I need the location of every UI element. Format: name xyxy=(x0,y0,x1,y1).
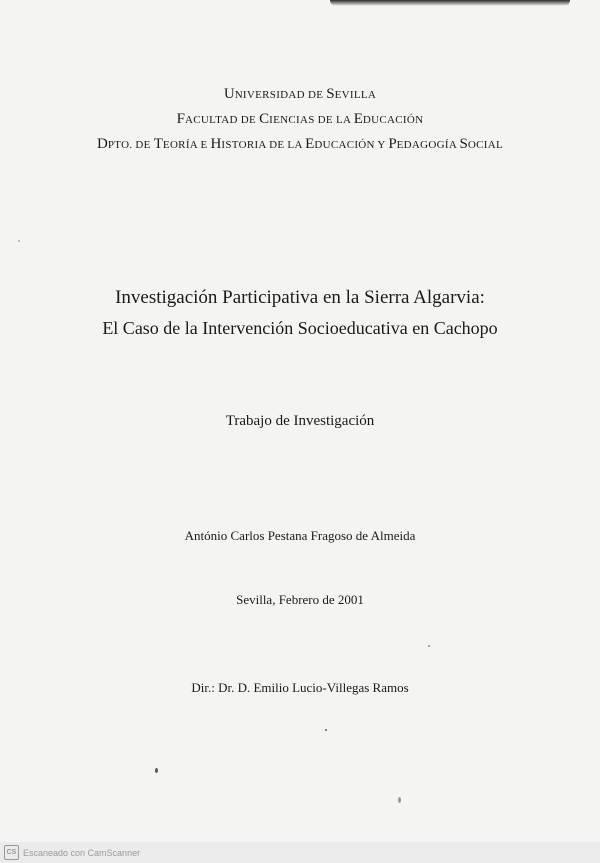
header-text-segment: DUCACIÓN Y xyxy=(314,139,389,151)
header-text-segment: NIVERSIDAD DE xyxy=(234,89,327,101)
header-text-segment: T xyxy=(153,136,163,152)
document-type: Trabajo de Investigación xyxy=(225,413,375,429)
scan-speck xyxy=(155,768,158,773)
header-text-segment: ACULTAD DE xyxy=(185,114,260,126)
thesis-director: Dir.: Dr. D. Emilio Lucio-Villegas Ramos xyxy=(191,680,409,695)
header-text-segment: P xyxy=(388,136,397,152)
camscanner-logo-icon: CS xyxy=(4,845,19,860)
scanner-watermark-text: Escaneado con CamScanner xyxy=(23,847,141,858)
scanner-watermark xyxy=(0,842,600,863)
scan-speck xyxy=(18,240,20,242)
title-line-1: Investigación Participativa en la Sierra Algarvia: xyxy=(115,287,485,308)
header-text-segment: C xyxy=(259,111,270,127)
scan-speck xyxy=(398,797,401,803)
header-text-segment: H xyxy=(210,136,222,152)
header-text-segment: EVILLA xyxy=(334,89,377,101)
header-text-segment: DUCACIÓN xyxy=(362,114,424,126)
header-text-segment: D xyxy=(97,136,108,152)
author-name: António Carlos Pestana Fragoso de Almeida xyxy=(184,528,416,543)
faculty-name xyxy=(0,107,600,132)
header-text-segment: OCIAL xyxy=(467,139,503,151)
university-name xyxy=(0,82,600,107)
document-title xyxy=(0,283,600,343)
place-date: Sevilla, Febrero de 2001 xyxy=(236,592,364,607)
title-line-2: El Caso de la Intervención Socioeducativa en Cachopo xyxy=(102,318,498,338)
header-text-segment: S xyxy=(326,86,335,102)
header-text-segment: IENCIAS DE LA xyxy=(269,114,354,126)
institution-header xyxy=(0,82,600,157)
scan-speck xyxy=(325,729,327,731)
header-text-segment: E xyxy=(305,136,315,152)
scan-speck xyxy=(428,645,430,647)
header-text-segment: U xyxy=(223,86,235,102)
header-text-segment: E xyxy=(353,111,363,127)
header-text-segment: PTO. DE xyxy=(107,139,154,151)
header-text-segment: EORÍA E xyxy=(162,139,211,151)
scan-edge-shadow xyxy=(330,0,570,6)
header-text-segment: EDAGOGÍA xyxy=(396,139,460,151)
header-text-segment: S xyxy=(459,136,468,152)
department-name xyxy=(0,132,600,157)
header-text-segment: ISTORIA DE LA xyxy=(221,139,306,151)
header-text-segment: F xyxy=(176,111,185,127)
